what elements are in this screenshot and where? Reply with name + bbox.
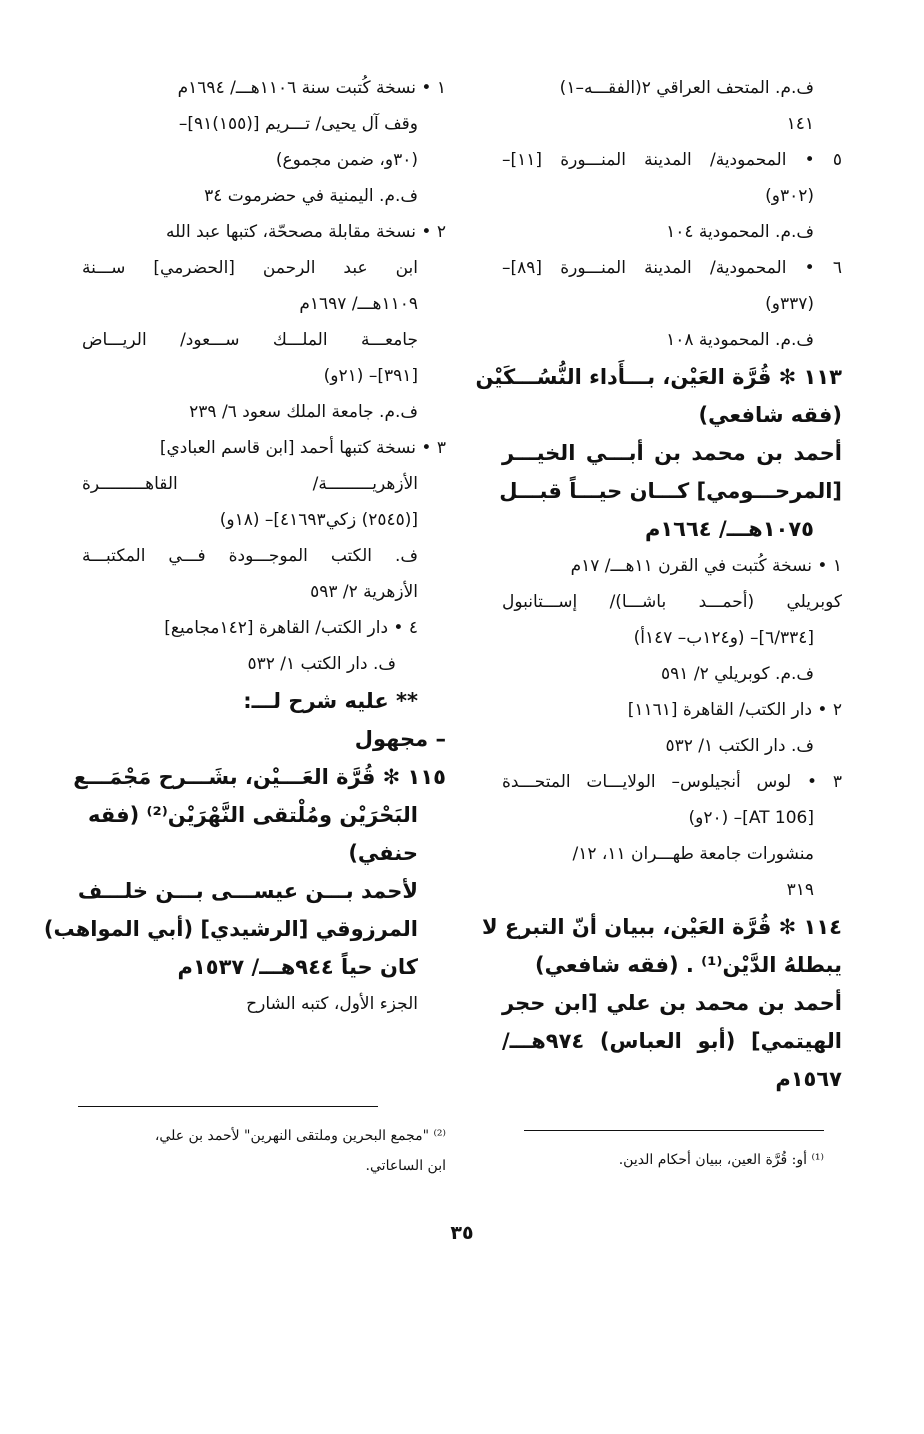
text-line: ٤ • دار الكتب/ القاهرة [١٤٢مجاميع]: [164, 618, 418, 638]
text-line: ٢ • دار الكتب/ القاهرة [١١٦١]: [627, 700, 842, 720]
entry-heading-line: ١٠٧٥هـــ/ ١٦٦٤م: [644, 517, 814, 541]
entry-heading-line: ١١٥ ✻ قُرَّة العَـــيْن، بشَـــرح مَجْمَـــع: [73, 765, 446, 789]
entry-heading-line: – مجهول: [354, 727, 446, 751]
text-line: ف.م. كوبريلي ٢/ ٥٩١: [661, 664, 814, 684]
text-line: ١٤١: [786, 114, 814, 134]
text-line: ف.م. المحمودية ١٠٨: [666, 330, 814, 350]
text-line: (٣٠٢و): [765, 186, 814, 206]
text-line: ١ • نسخة كُتبت سنة ١١٠٦هـــ/ ١٦٩٤م: [177, 78, 446, 98]
entry-heading-line: البَحْرَيْن ومُلْتقى النَّهْرَيْن⁽²⁾ (فقه: [87, 803, 418, 827]
entry-heading-line: المرزوقي [الرشيدي] (أبي المواهب): [43, 917, 418, 941]
text-line: ٥ • المحمودية/ المدينة المنـــورة [١١]–: [502, 150, 842, 170]
text-line: ٣ • لوس أنجيلوس– الولايـــات المتحـــدة: [502, 772, 842, 792]
entry-heading-line: ** عليه شرح لـــ:: [243, 689, 418, 713]
text-line: ١١٠٩هـــ/ ١٦٩٧م: [299, 294, 418, 314]
entry-heading-line: ١١٣ ✻ قُرَّة العَيْن، بـــأَداء النُّسُـــكَيْن: [475, 365, 842, 389]
text-line: الأزهريـــــــــة/ القاهـــــــــرة: [82, 474, 418, 494]
entry-heading-line: أحمد بن محمد بن أبـــي الخيـــر: [502, 441, 842, 465]
text-line: ف.م. المتحف العراقي ٢(الفقـــه–١): [559, 78, 814, 98]
footnotes-left: [82, 1106, 446, 1181]
text-line: ٣ • نسخة كتبها أحمد [ابن قاسم العبادي]: [159, 438, 446, 458]
text-line: ف. دار الكتب ١/ ٥٣٢: [247, 654, 396, 674]
text-line: ف.م. المحمودية ١٠٤: [666, 222, 814, 242]
footnotes-right: [499, 1130, 824, 1175]
entry-heading-line: ١٥٦٧م: [775, 1067, 842, 1091]
text-line: ٦ • المحمودية/ المدينة المنـــورة [٨٩]–: [502, 258, 842, 278]
footnote-separator: [524, 1130, 824, 1131]
entry-heading-line: أحمد بن محمد بن علي [ابن حجر: [502, 991, 842, 1015]
footnote-1: ⁽¹⁾ أو: قُرَّة العين، ببيان أحكام الدين.: [618, 1152, 824, 1168]
footnote-2-line-2: ابن الساعاتي.: [365, 1158, 446, 1174]
footnote-separator: [78, 1106, 378, 1107]
entry-heading-line: الهيتمي] (أبو العباس) ٩٧٤هـــ/: [502, 1029, 842, 1053]
text-line: جامعـــة الملـــك ســـعود/ الريـــاض: [82, 330, 418, 350]
entry-heading-line: ١١٤ ✻ قُرَّة العَيْن، ببيان أنّ التبرع لا: [481, 915, 842, 939]
text-line: [٣٩١]– (٢١و): [323, 366, 418, 386]
text-line: وقف آل يحيى/ تـــريم [(١٥٥)٩١]–: [178, 114, 418, 134]
entry-heading-line: لأحمد بـــن عيســـى بـــن خلـــف: [77, 879, 418, 903]
text-line: ف. الكتب الموجـــودة فـــي المكتبـــة: [82, 546, 418, 566]
right-column: [475, 70, 842, 1098]
entry-heading-line: يبطلهُ الدَّيْن⁽¹⁾ . (فقه شافعي): [535, 953, 842, 977]
text-line: (٣٣٧و): [765, 294, 814, 314]
text-line: (٣٠و، ضمن مجموع): [275, 150, 418, 170]
text-line: الجزء الأول، كتبه الشارح: [246, 994, 418, 1014]
text-line: كوبريلي (أحمـــد باشـــا)/ إســـتانبول: [502, 592, 842, 612]
text-line: [AT 106]– (٢٠و): [688, 808, 814, 828]
text-line: ف.م. اليمنية في حضرموت ٣٤: [204, 186, 418, 206]
page-number: ٣٥: [450, 1222, 474, 1244]
entry-heading-line: (فقه شافعي): [698, 403, 842, 427]
text-line: [(٢٥٤٥) زكي٤١٦٩٣]– (١٨و): [219, 510, 418, 530]
text-line: [٦/٣٣٤]– (و١٢٤ب– ١٤٧أ): [633, 628, 814, 648]
text-line: ف. دار الكتب ١/ ٥٣٢: [665, 736, 814, 756]
entry-heading-line: كان حياً ٩٤٤هـــ/ ١٥٣٧م: [177, 955, 418, 979]
entry-heading-line: [المرحـــومي] كـــان حيـــاً قبـــل: [499, 479, 842, 503]
text-line: الأزهرية ٢/ ٥٩٣: [310, 582, 418, 602]
text-line: ٢ • نسخة مقابلة مصححّة، كتبها عبد الله: [166, 222, 446, 242]
text-line: ابن عبد الرحمن [الحضرمي] ســـنة: [82, 258, 418, 278]
text-line: ف.م. جامعة الملك سعود ٦/ ٢٣٩: [189, 402, 418, 422]
text-line: ٣١٩: [786, 880, 814, 900]
entry-heading-line: حنفي): [348, 841, 418, 865]
text-line: منشورات جامعة طهـــران ١١، ١٢/: [572, 844, 814, 864]
footnote-2-line-1: ⁽²⁾ "مجمع البحرين وملتقى النهرين" لأحمد بن علي،: [154, 1128, 446, 1144]
left-column: [43, 70, 446, 1022]
text-line: ١ • نسخة كُتبت في القرن ١١هـــ/ ١٧م: [570, 556, 842, 576]
